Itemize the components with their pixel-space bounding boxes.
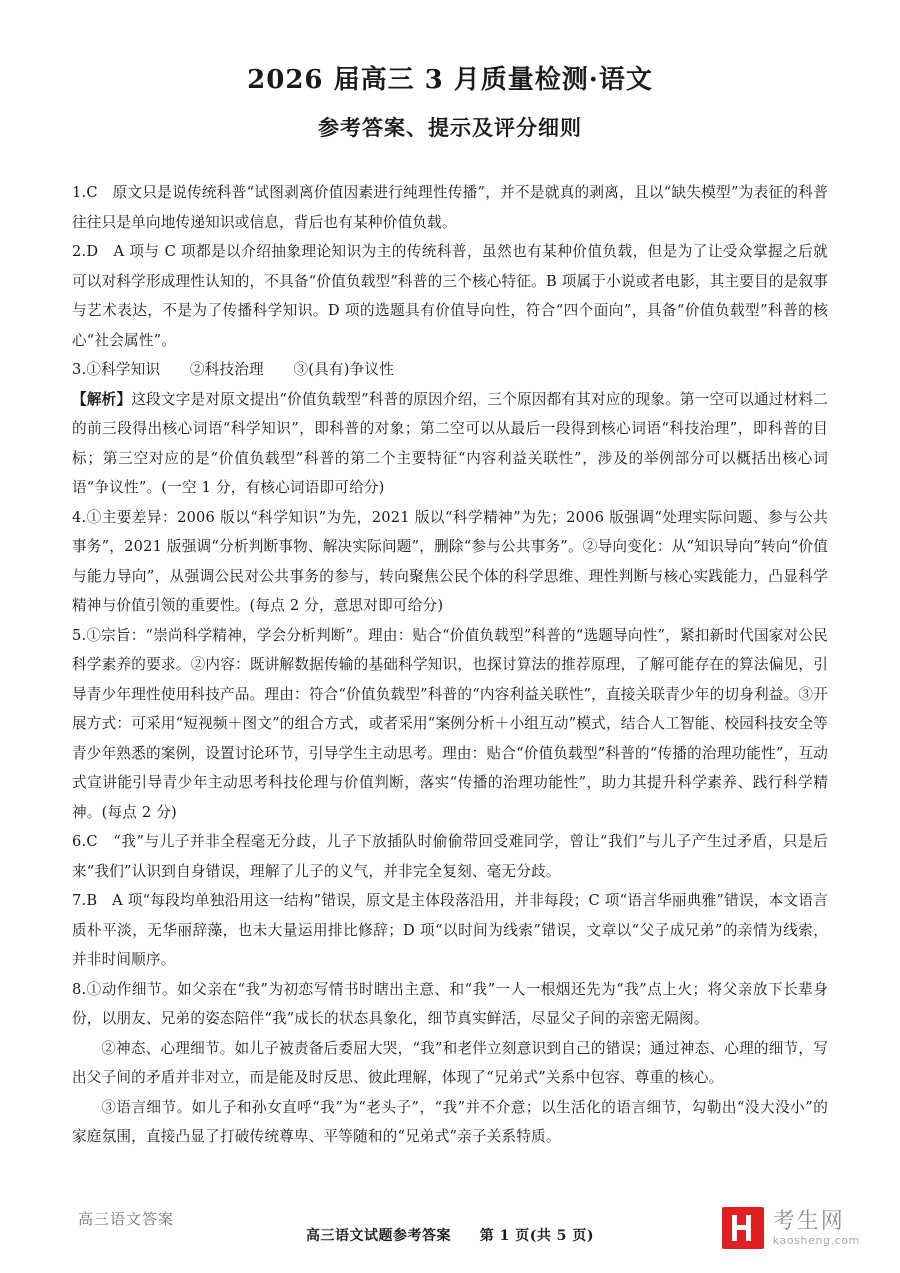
watermark-en: kaosheng.com: [772, 1233, 860, 1247]
page-footer: [0, 1181, 900, 1273]
answer-item-7: 7.B A 项“每段均单独沿用这一结构”错误，原文是主体段落沿用，并非每段；C 项“语言华丽典雅”错误，本文语言质朴平淡，无华丽辞藻，也未大量运用排比修辞；D 项“以时间为线索”错误，文章以“父子成兄弟”的亲情为线索，并非时间顺序。: [72, 892, 828, 969]
kaosheng-logo-icon: [722, 1207, 764, 1249]
answer-item-1: 1.C 原文只是说传统科普“试图剥离价值因素进行纯理性传播”，并不是就真的剥离，且以“缺失模型”为表征的科普往往只是单向地传递知识或信息，背后也有某种价值负载。: [72, 184, 828, 231]
footer-title: 高三语文试题参考答案: [306, 1228, 451, 1244]
answer-item-5: 5.①宗旨：“崇尚科学精神，学会分析判断”。理由：贴合“价值负载型”科普的“选题导向性”，紧扣新时代国家对公民科学素养的要求。②内容：既讲解数据传输的基础科学知识，也探讨算法的推荐原理，了解可能存在的算法偏见，引导青少年理性使用科技产品。理由：符合“价值负载型”科普的“内容利益关联性”，直接关联青少年的切身利益。③开展方式：可采用“短视频＋图文”的组合方式，或者采用“案例分析＋小组互动”模式，结合人工智能、校园科技安全等青少年熟悉的案例，设置讨论环节，引导学生主动思考。理由：贴合“价值负载型”科普的“传播的治理功能性”，互动式宣讲能引导青少年主动思考科技伦理与价值判断，落实“传播的治理功能性”，助力其提升科学素养、践行科学精神。(每点 2 分): [72, 626, 828, 821]
answer-item-6: 6.C “我”与儿子并非全程毫无分歧，儿子下放插队时偷偷带回受难同学，曾让“我们”与儿子产生过矛盾，只是后来“我们”认识到自身错误，理解了儿子的义气，并非完全复刻、毫无分歧。: [72, 833, 828, 880]
answer-item-8-point2: ②神态、心理细节。如儿子被责备后委屈大哭，“我”和老伴立刻意识到自己的错误；通过神态、心理的细节，写出父子间的矛盾并非对立，而是能及时反思、彼此理解，体现了“兄弟式”关系中包容、尊重的核心。: [72, 1039, 828, 1087]
answer-item-8: 8.①动作细节。如父亲在“我”为初恋写情书时瞎出主意、和“我”一人一根烟还先为“我”点上火；将父亲放下长辈身份，以朋友、兄弟的姿态陪伴“我”成长的状态具象化，细节真实鲜活，尽显父子间的亲密无隔阂。: [72, 980, 828, 1028]
answer-item-8-point3: ③语言细节。如儿子和孙女直呼“我”为“老头子”，“我”并不介意；以生活化的语言细节，勾勒出“没大没小”的家庭氛围，直接凸显了打破传统尊卑、平等随和的“兄弟式”亲子关系特质。: [72, 1098, 828, 1146]
answer-item-2: 2.D A 项与 C 项都是以介绍抽象理论知识为主的传统科普，虽然也有某种价值负载，但是为了让受众掌握之后就可以对科学形成理性认知的，不具备“价值负载型”科普的三个核心特征。B 项属于小说或者电影，其主要目的是叙事与艺术表达，不是为了传播科学知识。D 项的选题具有价值导向性，符合“四个面向”，具备“价值负载型”科普的核心“社会属性”。: [72, 243, 828, 349]
footer-page-label: 第 1 页(共 5 页): [479, 1228, 594, 1244]
title-block: [72, 0, 828, 142]
watermark-text: [773, 1210, 860, 1247]
watermark-cn: 考生网: [772, 1208, 845, 1234]
analysis-label: 【解析】: [72, 390, 132, 408]
answer-item-3-analysis: [72, 385, 828, 503]
analysis-text: 这段文字是对原文提出“价值负载型”科普的原因介绍，三个原因都有其对应的现象。第一空可以通过材料二的前三段得出核心词语“科学知识”，即科普的对象；第二空可以从最后一段得到核心词语“科技治理”，即科普的目标；第三空对应的是“价值负载型”科普的第二个主要特征“内容利益关联性”，涉及的举例部分可以概括出核心词语“争议性”。(一空 1 分，有核心词语即可给分): [72, 390, 828, 497]
footer-left-note: 高三语文答案: [78, 1210, 175, 1228]
answer-item-3: 3.①科学知识 ②科技治理 ③(具有)争议性: [72, 361, 394, 379]
page-title: 2026 届高三 3 月质量检测·语文: [247, 65, 653, 95]
answers-body: [72, 178, 828, 1152]
watermark: [722, 1207, 860, 1249]
page-subtitle: 参考答案、提示及评分细则: [318, 115, 582, 141]
answer-item-4: 4.①主要差异：2006 版以“科学知识”为先，2021 版以“科学精神”为先；2006 版强调“处理实际问题、参与公共事务”，2021 版强调“分析判断事物、解决实际问题”，删除“参与公共事务”。②导向变化：从“知识导向”转向“价值与能力导向”，从强调公民对公共事务的参与，转向聚焦公民个体的科学思维、理性判断与核心实践能力，凸显科学精神与价值引领的重要性。(每点 2 分，意思对即可给分): [72, 508, 828, 615]
